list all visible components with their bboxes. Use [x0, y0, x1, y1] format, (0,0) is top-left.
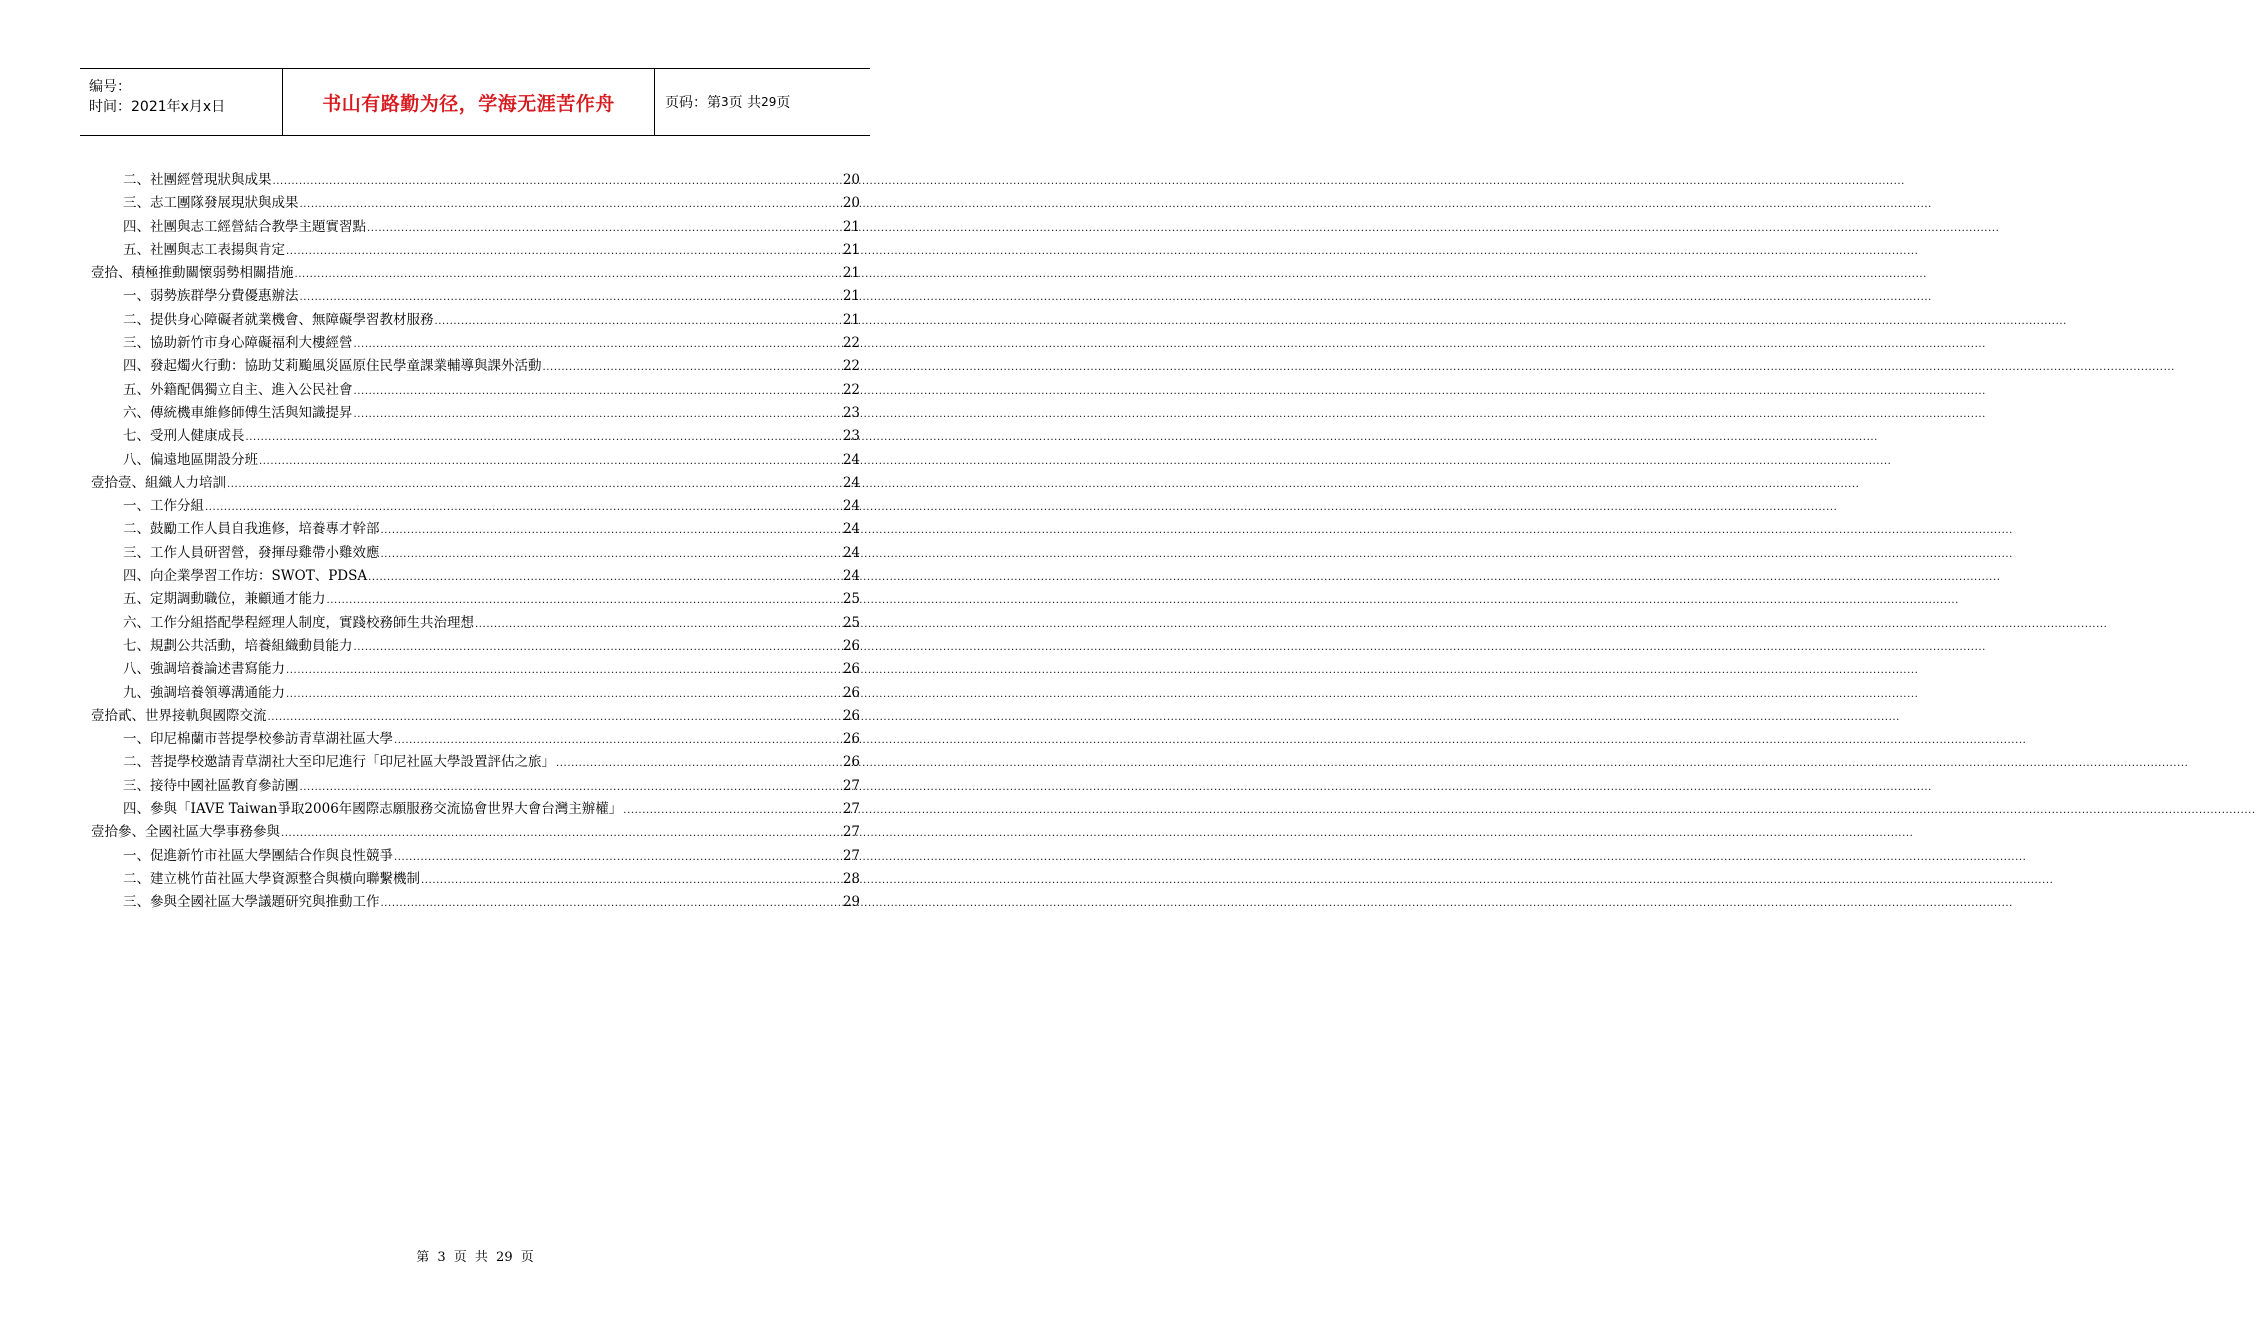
page-suffix: 页: [776, 95, 791, 111]
toc-entry-page: 21: [842, 241, 860, 258]
toc-entry-page: 22: [842, 358, 860, 375]
toc-entry-number: 三、: [123, 544, 150, 561]
toc-entry-title: 強調培養領導溝通能力: [150, 684, 285, 701]
toc-entry-page: 21: [842, 311, 860, 328]
page-mid: 页 共: [728, 95, 762, 111]
toc-dot-leader: [421, 869, 841, 892]
toc-entry-title: 社團與志工表揚與肯定: [150, 241, 285, 258]
toc-entry-number: 九、: [123, 684, 150, 701]
toc-entry[interactable]: [91, 751, 860, 774]
toc-entry-number: 壹拾參、: [91, 824, 145, 841]
toc-dot-leader: [246, 426, 842, 449]
toc-entry[interactable]: [91, 588, 860, 611]
page-footer: 第 3 页 共 29 页: [416, 1250, 534, 1265]
toc-entry-number: 二、: [123, 754, 150, 771]
toc-entry-number: 八、: [123, 661, 150, 678]
toc-entry[interactable]: [91, 682, 860, 705]
toc-dot-leader: [394, 729, 841, 752]
toc-entry-page: 26: [842, 684, 860, 701]
toc-entry-page: 26: [842, 661, 860, 678]
toc-dot-leader: [354, 333, 842, 356]
toc-entry-number: 壹拾壹、: [91, 474, 145, 491]
toc-entry-title: 受刑人健康成長: [150, 428, 245, 445]
page-current: 3: [721, 95, 729, 109]
toc-entry-title: 弱勢族群學分費優惠辦法: [150, 288, 299, 305]
toc-entry-page: 28: [842, 870, 860, 887]
toc-entry-title: 偏遠地區開設分班: [150, 451, 258, 468]
toc-dot-leader: [300, 193, 842, 216]
toc-entry[interactable]: [91, 216, 860, 239]
toc-entry[interactable]: [91, 542, 860, 565]
toc-entry-number: 二、: [123, 172, 150, 188]
toc-dot-leader: [286, 683, 841, 706]
toc-entry-title: 協助新竹市身心障礙福利大樓經營: [150, 335, 353, 352]
toc-dot-leader: [295, 263, 842, 286]
toc-entry[interactable]: [91, 402, 860, 425]
toc-dot-leader: [556, 752, 841, 775]
header-page-info: [655, 69, 870, 135]
toc-dot-leader: [623, 799, 841, 822]
toc-entry[interactable]: [91, 845, 860, 868]
toc-entry-number: 四、: [123, 358, 150, 375]
toc-entry[interactable]: [91, 565, 860, 588]
toc-entry-page: 26: [842, 707, 860, 724]
toc-entry-title: 印尼棉蘭市菩提學校參訪青草湖社區大學: [150, 731, 393, 748]
toc-entry[interactable]: [91, 192, 860, 215]
toc-entry-page: 23: [842, 404, 860, 421]
toc-entry-page: 25: [842, 591, 860, 608]
toc-entry-number: 四、: [123, 568, 150, 585]
toc-dot-leader: [327, 589, 842, 612]
toc-dot-leader: [435, 310, 842, 333]
header-motto: 书山有路勤为径，学海无涯苦作舟: [283, 69, 655, 135]
toc-dot-leader: [354, 380, 842, 403]
toc-dot-leader: [273, 170, 842, 193]
page-total: 29: [761, 95, 777, 109]
toc-dot-leader: [381, 892, 842, 915]
toc-entry-number: 壹拾貳、: [91, 707, 145, 724]
toc-entry-title: 鼓勵工作人員自我進修，培養專才幹部: [150, 521, 380, 538]
toc-entry-title: 接待中國社區教育參訪團: [150, 777, 299, 794]
number-label: 编号：: [89, 79, 131, 95]
toc-entry-number: 八、: [123, 451, 150, 468]
toc-entry[interactable]: [91, 495, 860, 518]
header-meta: [80, 69, 283, 135]
toc-dot-leader: [259, 450, 841, 473]
toc-entry-title: 世界接軌與國際交流: [145, 707, 267, 724]
toc-dot-leader: [281, 822, 841, 845]
toc-dot-leader: [205, 496, 841, 519]
toc-entry-title: 建立桃竹苗社區大學資源整合與橫向聯繫機制: [150, 870, 420, 887]
toc-entry[interactable]: [91, 355, 860, 378]
toc-dot-leader: [368, 566, 841, 589]
toc-entry-page: 23: [842, 428, 860, 445]
toc-dot-leader: [268, 706, 842, 729]
toc-entry-number: 三、: [123, 894, 150, 911]
toc-dot-leader: [286, 240, 841, 263]
toc-entry-page: 26: [842, 731, 860, 748]
toc-entry[interactable]: [91, 891, 860, 914]
toc-entry-page: 27: [842, 801, 860, 818]
toc-entry-page: 27: [842, 777, 860, 794]
toc-entry-page: 24: [842, 498, 860, 515]
toc-entry[interactable]: [91, 775, 860, 798]
toc-entry-number: 三、: [123, 195, 150, 212]
toc-dot-leader: [394, 846, 841, 869]
toc-entry-page: 20: [842, 172, 860, 188]
toc-entry-title: 定期調動職位，兼顧通才能力: [150, 591, 326, 608]
toc-entry[interactable]: [91, 239, 860, 262]
toc-entry-page: 27: [842, 824, 860, 841]
toc-entry-title: 工作分組: [150, 498, 204, 515]
toc-entry-number: 壹拾、: [91, 265, 132, 282]
toc-entry-title: 菩提學校邀請青草湖社大至印尼進行「印尼社區大學設置評估之旅」: [150, 754, 555, 771]
toc-entry-number: 一、: [123, 847, 150, 864]
toc-entry[interactable]: [91, 821, 860, 844]
toc-entry-title: 工作分組搭配學程經理人制度，實踐校務師生共治理想: [150, 614, 474, 631]
toc-entry-page: 27: [842, 847, 860, 864]
toc-entry[interactable]: [91, 425, 860, 448]
toc-dot-leader: [354, 636, 842, 659]
toc-entry[interactable]: [91, 635, 860, 658]
toc-dot-leader: [227, 473, 841, 496]
toc-entry-title: 提供身心障礙者就業機會、無障礙學習教材服務: [150, 311, 434, 328]
toc-entry-page: 24: [842, 568, 860, 585]
toc-entry[interactable]: [91, 332, 860, 355]
toc-entry-number: 六、: [123, 614, 150, 631]
toc-entry-page: 20: [842, 195, 860, 212]
toc-entry[interactable]: [91, 169, 860, 192]
toc-entry-number: 二、: [123, 521, 150, 538]
toc-entry-page: 22: [842, 381, 860, 398]
toc-entry[interactable]: [91, 728, 860, 751]
toc-dot-leader: [381, 543, 842, 566]
toc-entry-number: 五、: [123, 241, 150, 258]
toc-dot-leader: [367, 217, 841, 240]
toc-entry-page: 24: [842, 474, 860, 491]
toc-entry-title: 規劃公共活動，培養組織動員能力: [150, 637, 353, 654]
toc-entry[interactable]: [91, 379, 860, 402]
toc-entry-number: 二、: [123, 870, 150, 887]
toc-entry-title: 向企業學習工作坊：SWOT、PDSA: [150, 568, 368, 585]
table-of-contents: [91, 169, 860, 915]
toc-entry-number: 六、: [123, 404, 150, 421]
toc-entry[interactable]: [91, 798, 860, 821]
toc-entry-number: 五、: [123, 381, 150, 398]
toc-entry[interactable]: [91, 285, 860, 308]
toc-entry-number: 四、: [123, 801, 150, 818]
time-label: 时间：2021年x月x日: [89, 99, 226, 115]
toc-entry-page: 26: [842, 637, 860, 654]
toc-dot-leader: [543, 356, 842, 379]
toc-entry-number: 四、: [123, 218, 150, 235]
toc-entry-page: 29: [842, 894, 860, 911]
toc-entry-number: 三、: [123, 777, 150, 794]
toc-dot-leader: [354, 403, 842, 426]
toc-entry-page: 26: [842, 754, 860, 771]
toc-entry-number: 一、: [123, 288, 150, 305]
toc-entry-title: 外籍配偶獨立自主、進入公民社會: [150, 381, 353, 398]
toc-entry[interactable]: [91, 612, 860, 635]
toc-dot-leader: [381, 519, 842, 542]
toc-entry[interactable]: [91, 472, 860, 495]
toc-entry-title: 全國社區大學事務參與: [145, 824, 280, 841]
toc-entry-page: 24: [842, 451, 860, 468]
toc-entry-page: 25: [842, 614, 860, 631]
page-header: [80, 68, 870, 136]
toc-entry[interactable]: [91, 262, 860, 285]
toc-entry[interactable]: [91, 449, 860, 472]
toc-entry-title: 組織人力培訓: [145, 474, 226, 491]
toc-entry-title: 社團與志工經營結合教學主題實習點: [150, 218, 366, 235]
toc-entry[interactable]: [91, 658, 860, 681]
toc-entry-number: 二、: [123, 311, 150, 328]
toc-entry-page: 21: [842, 288, 860, 305]
toc-entry-number: 七、: [123, 428, 150, 445]
toc-entry-title: 社團經營現狀與成果: [150, 172, 272, 188]
toc-dot-leader: [300, 286, 842, 309]
toc-entry-page: 24: [842, 521, 860, 538]
toc-entry-page: 21: [842, 218, 860, 235]
toc-dot-leader: [475, 613, 841, 636]
toc-dot-leader: [300, 776, 842, 799]
toc-entry-title: 積極推動關懷弱勢相關措施: [131, 265, 294, 282]
toc-entry-page: 22: [842, 335, 860, 352]
toc-dot-leader: [286, 659, 841, 682]
toc-entry-number: 一、: [123, 498, 150, 515]
toc-entry-title: 促進新竹市社區大學團結合作與良性競爭: [150, 847, 393, 864]
toc-entry[interactable]: [91, 868, 860, 891]
toc-entry-number: 七、: [123, 637, 150, 654]
toc-entry[interactable]: [91, 705, 860, 728]
toc-entry-page: 24: [842, 544, 860, 561]
toc-entry-title: 強調培養論述書寫能力: [150, 661, 285, 678]
toc-entry-page: 21: [842, 265, 860, 282]
toc-entry-title: 志工團隊發展現狀與成果: [150, 195, 299, 212]
toc-entry-title: 工作人員研習營，發揮母雞帶小雞效應: [150, 544, 380, 561]
toc-entry-title: 發起燭火行動：協助艾莉颱風災區原住民學童課業輔導與課外活動: [150, 358, 542, 375]
page-prefix: 页码：第: [665, 95, 721, 111]
toc-entry[interactable]: [91, 309, 860, 332]
toc-entry-number: 一、: [123, 731, 150, 748]
toc-entry[interactable]: [91, 518, 860, 541]
toc-entry-title: 參與「IAVE Taiwan爭取2006年國際志願服務交流協會世界大會台灣主辦權」: [150, 801, 623, 818]
toc-entry-title: 傳統機車維修師傅生活與知識提昇: [150, 404, 353, 421]
toc-entry-number: 三、: [123, 335, 150, 352]
toc-entry-number: 五、: [123, 591, 150, 608]
toc-entry-title: 參與全國社區大學議題研究與推動工作: [150, 894, 380, 911]
